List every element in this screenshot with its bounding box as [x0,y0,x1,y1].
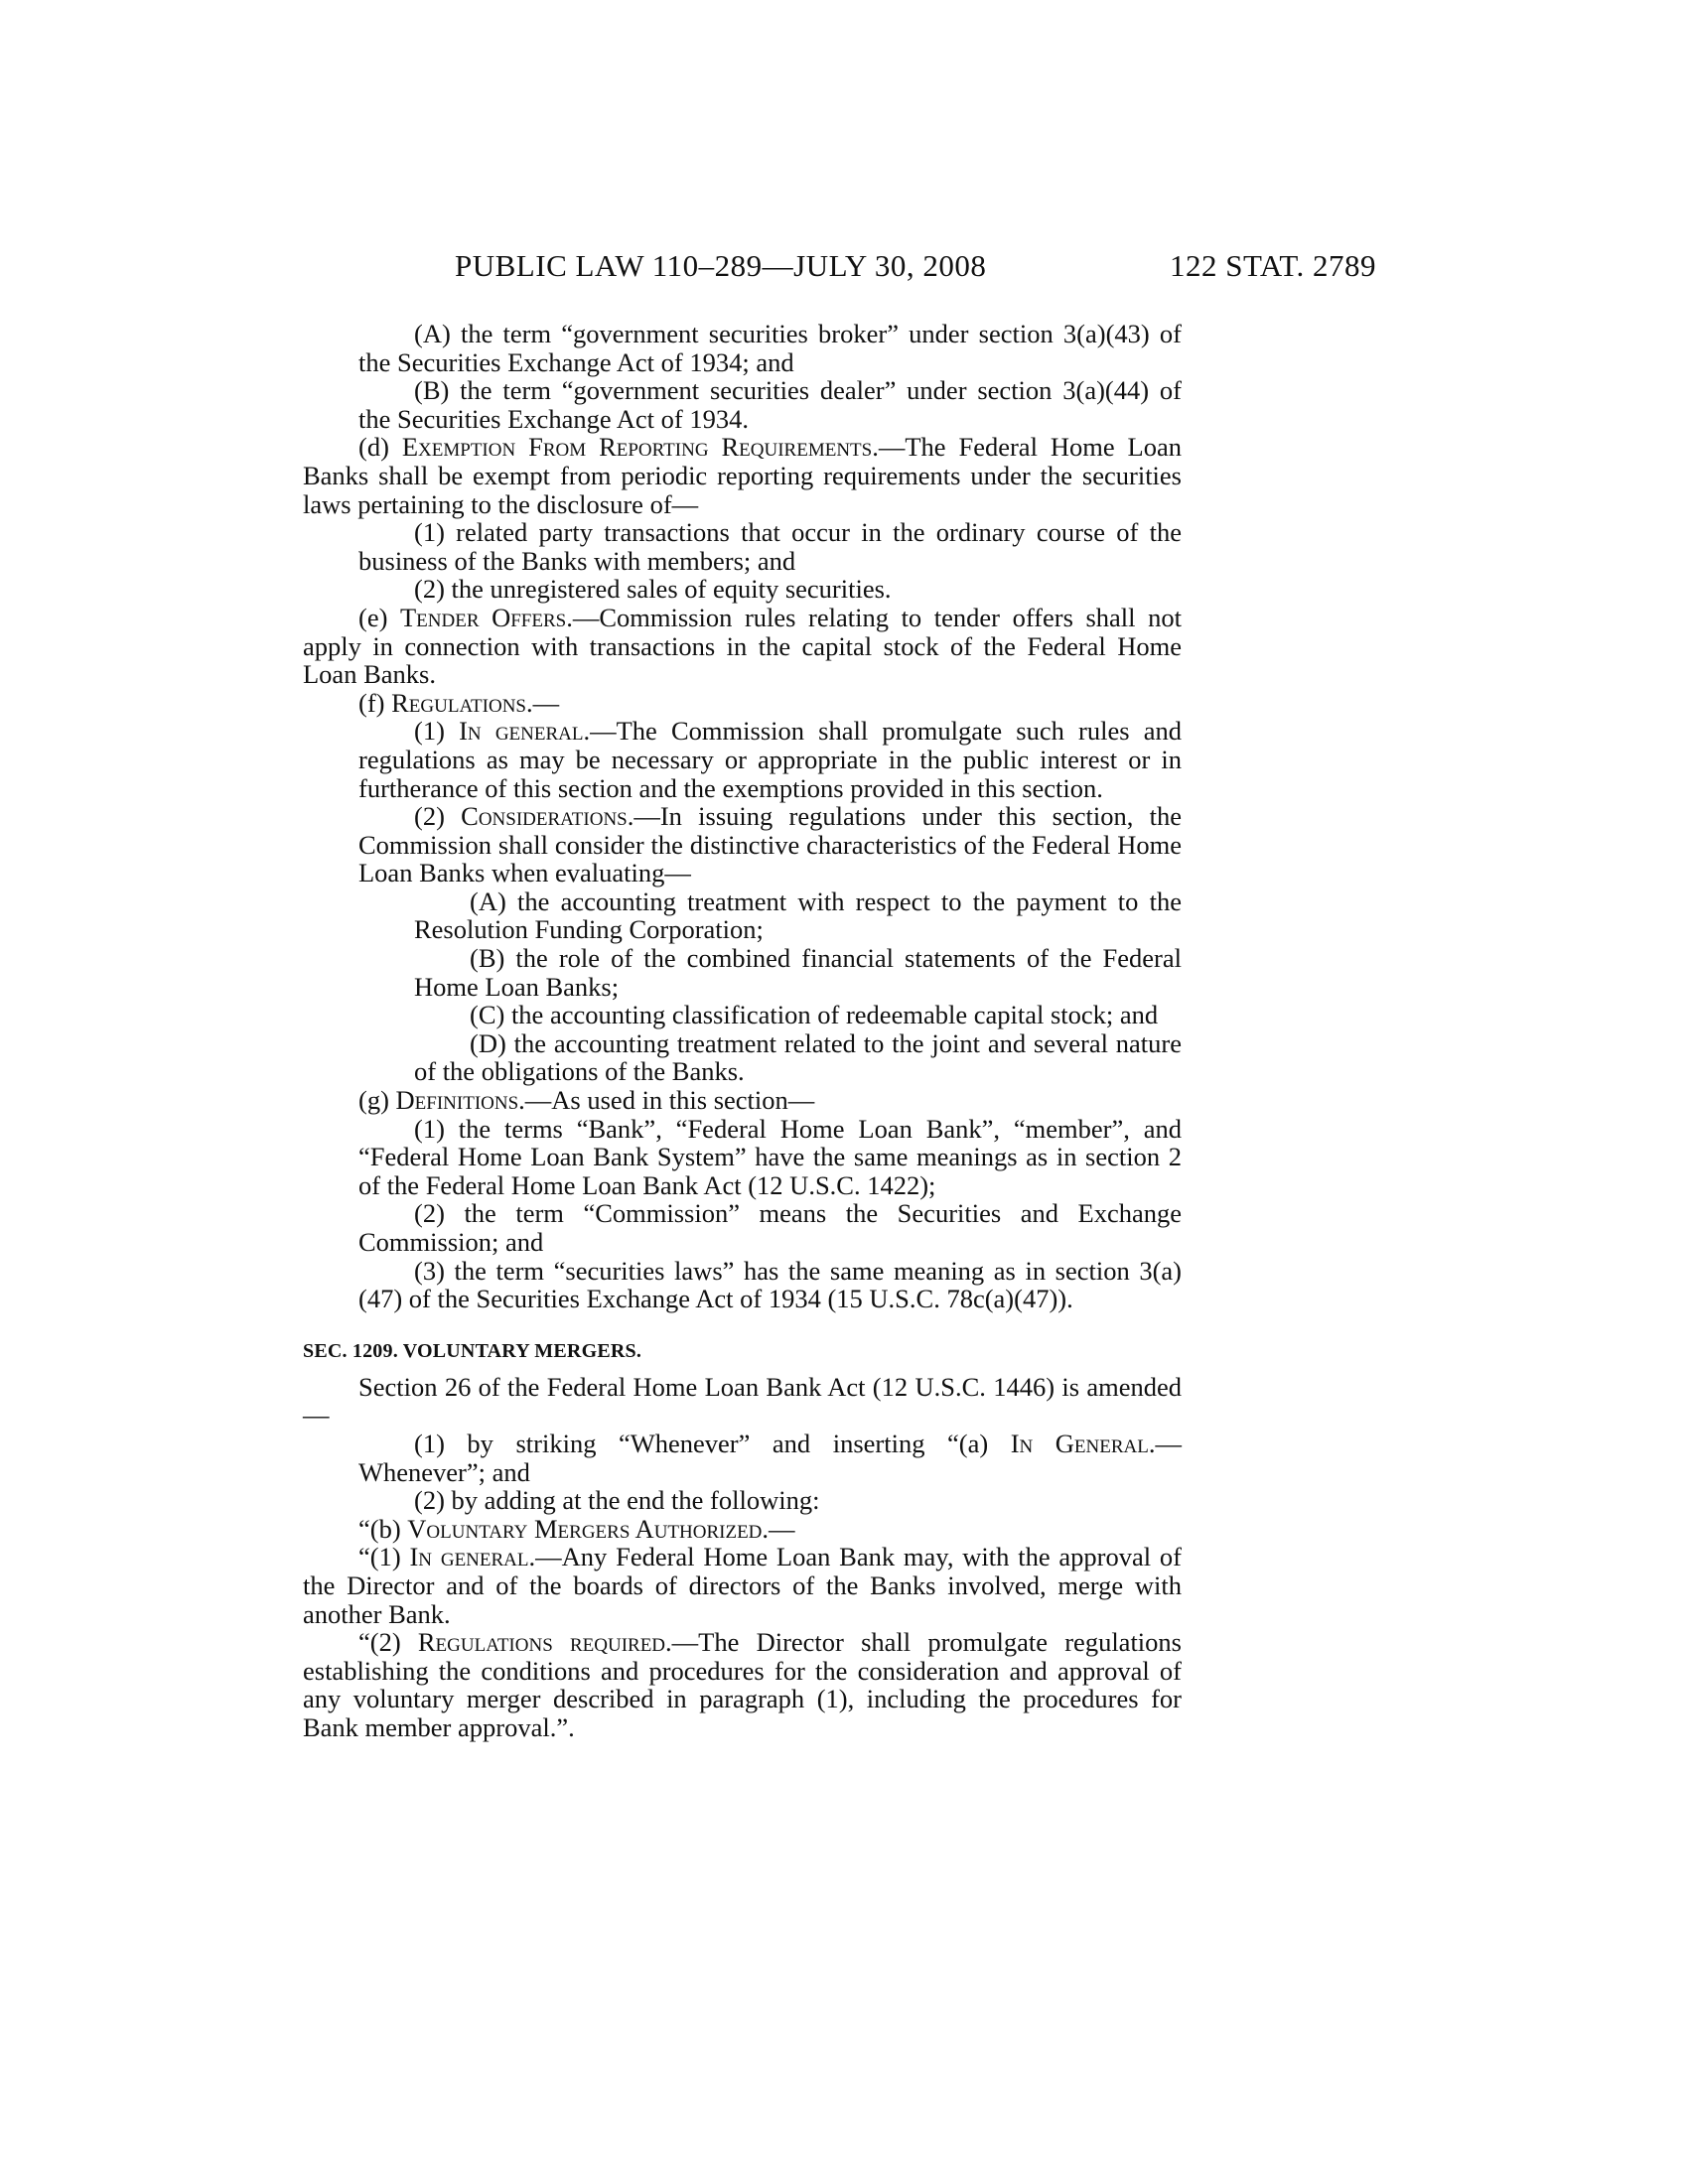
paragraph-d-1: (1) related party transactions that occur in the ordinary course of the business of the Banks with members; and [358,517,1182,576]
inserted-paragraph-2-caption: Regulations required. [417,1627,672,1658]
paragraph-d-2: (2) the unregistered sales of equity securities. [414,574,892,605]
section-1209-intro: Section 26 of the Federal Home Loan Bank Act (12 U.S.C. 1446) is amended— [303,1371,1182,1431]
subparagraph-f-2-d: (D) the accounting treatment related to the joint and several nature of the obligations of the Banks. [414,1027,1182,1087]
paragraph-f-2: (2) Considerations.—In issuing regulations under this section, the Commission shall consider the distinctive characteristics of the Federal Home Loan Banks when evaluating— [358,801,1182,888]
subsection-g-caption: Definitions. [395,1085,525,1116]
inserted-subsection-b: “(b) Voluntary Mergers Authorized.— [358,1513,795,1544]
paragraph-g-1: (1) the terms “Bank”, “Federal Home Loan Bank”, “member”, and “Federal Home Loan Bank System” have the same meanings as in section 2 of the Federal Home Loan Bank Act (12 U.S.C. 1422); [358,1113,1182,1200]
amendment-2: (2) by adding at the end the following: [414,1485,820,1516]
paragraph-f-1-caption: In general. [459,716,591,747]
inserted-paragraph-2: “(2) Regulations required.—The Director shall promulgate regulations establishing the conditions and procedures for the consideration and approval of any voluntary merger described in paragraph (1), including the procedures for Bank member approval.”. [303,1627,1182,1742]
document-body [303,320,1182,1742]
subparagraph-f-2-a: (A) the accounting treatment with respect to the payment to the Resolution Funding Corporation; [414,886,1182,945]
paragraph-f-1: (1) In general.—The Commission shall promulgate such rules and regulations as may be necessary or appropriate in the public interest or in furtherance of this section and the exemptions provided in this section. [358,716,1182,803]
subsection-g: (g) Definitions.—As used in this section— [358,1085,815,1116]
paragraph-g-3: (3) the term “securities laws” has the same meaning as in section 3(a)(47) of the Securities Exchange Act of 1934 (15 U.S.C. 78c(a)(47)). [358,1255,1182,1314]
inserted-paragraph-1-caption: In general. [409,1542,536,1572]
public-law-citation: PUBLIC LAW 110–289—JULY 30, 2008 [455,248,987,283]
amendment-1-caption: In General. [1010,1428,1156,1458]
section-heading: SEC. 1209. VOLUNTARY MERGERS. [303,1339,642,1362]
subparagraph-f-2-c: (C) the accounting classification of redeemable capital stock; and [470,1000,1159,1030]
subparagraph-f-2-b: (B) the role of the combined financial statements of the Federal Home Loan Banks; [414,943,1182,1002]
paragraph-f-2-caption: Considerations. [461,801,634,832]
statute-page-number: 122 STAT. 2789 [1169,248,1376,283]
inserted-paragraph-1: “(1) In general.—Any Federal Home Loan Bank may, with the approval of the Director and of the boards of directors of the Banks involved, merge with another Bank. [303,1542,1182,1629]
amendment-1: (1) by striking “Whenever” and inserting “(a) In General.—Whenever”; and [358,1428,1182,1487]
subsection-e-caption: Tender Offers. [400,602,573,632]
running-header [455,248,1376,288]
clause-a-broker: (A) the term “government securities broker” under section 3(a)(43) of the Securities Exchange Act of 1934; and [358,319,1182,377]
subsection-d: (d) Exemption From Reporting Requirements.—The Federal Home Loan Banks shall be exempt from periodic reporting requirements under the securities laws pertaining to the disclosure of— [303,432,1183,519]
subsection-e: (e) Tender Offers.—Commission rules relating to tender offers shall not apply in connection with transactions in the capital stock of the Federal Home Loan Banks. [303,602,1182,690]
clause-b-dealer: (B) the term “government securities dealer” under section 3(a)(44) of the Securities Exchange Act of 1934. [358,375,1182,434]
subsection-f-caption: Regulations. [391,687,533,718]
inserted-subsection-b-caption: Voluntary Mergers Authorized. [407,1513,770,1544]
subsection-f: (f) Regulations.— [358,687,560,718]
paragraph-g-2: (2) the term “Commission” means the Securities and Exchange Commission; and [358,1198,1182,1257]
subsection-d-caption: Exemption From Reporting Requirements. [401,432,879,463]
